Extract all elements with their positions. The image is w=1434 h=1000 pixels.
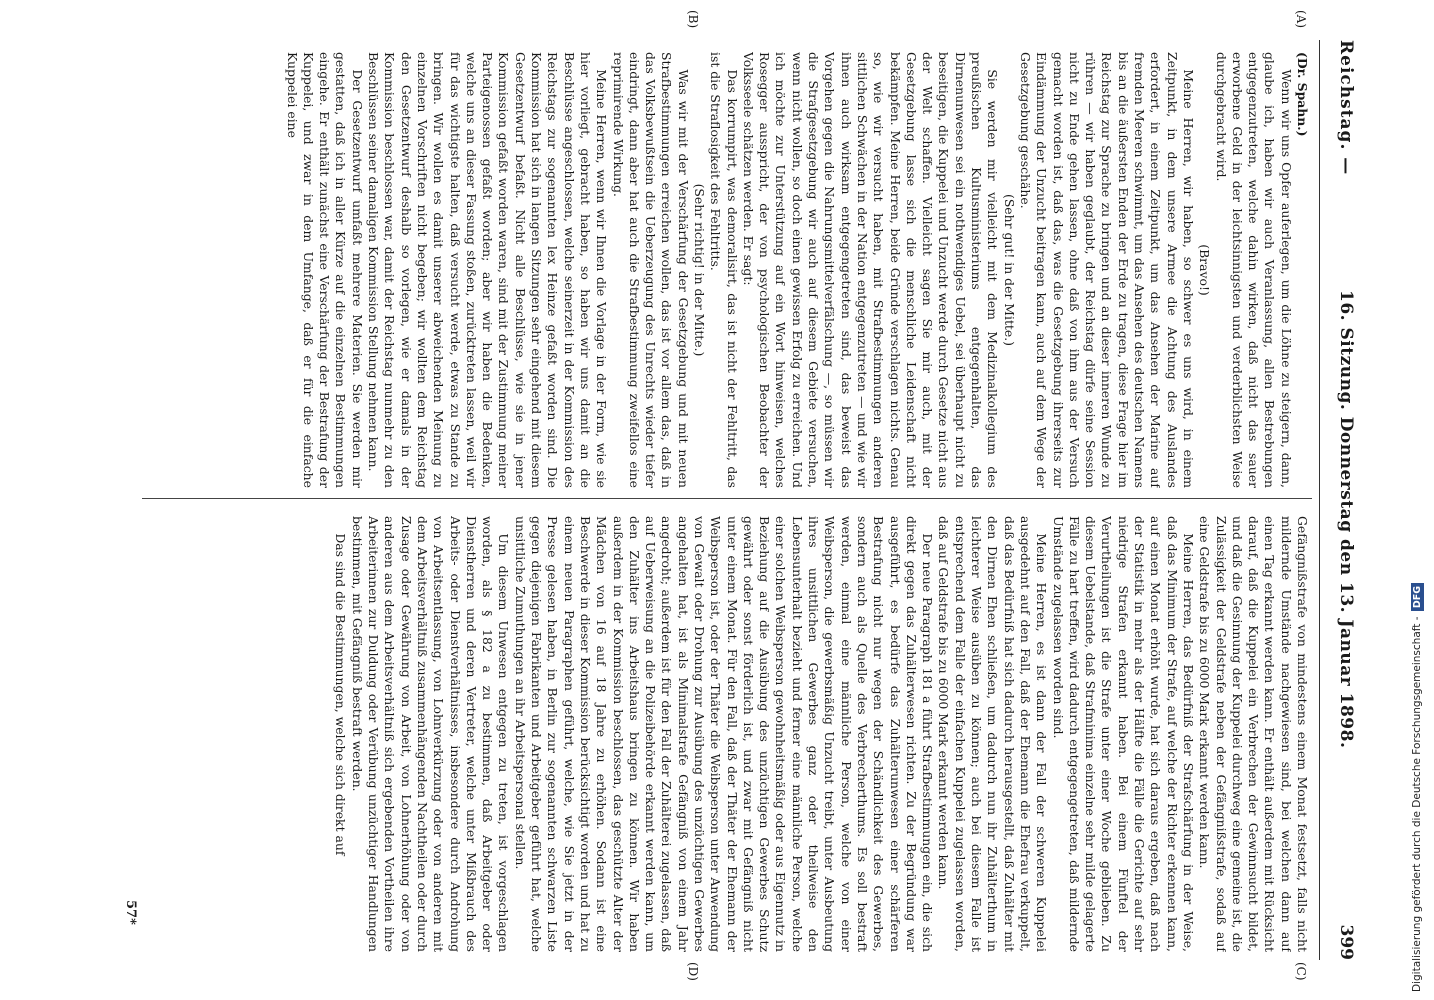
margin-mark-c: (C) <box>1294 962 1308 981</box>
page-number: 399 <box>1336 924 1356 960</box>
paragraph: Meine Herren, wir haben, so schwer es uns wird, in einem Zeitpunkt, in dem unsere Armee die Achtung des Auslandes erfordert, in einem Zeitpunkt, um das Ansehen der Marine auf fremden Meeren schwimmt, um das Ansehen des deutschen Namens bis an die äußersten Enden der Erde zu tragen, diese Frage hier im Reichstag zur Sprache zu bringen und an dieser inneren Wunde zu rühren — wir haben geglaubt, der Reichstag dürfe seine Session nicht zu Ende gehen lassen, ohne daß von ihm aus der Versuch gemacht worden ist, daß das, was die Gesetzgebung ihrerseits zur Eindämmung der Unzucht beitragen kann, auch auf dem Wege der Gesetzgebung geschähe. <box>1017 52 1196 488</box>
quotation: Das korrumpirt, was demoralisirt, das ist nicht der Fehltritt, das ist die Straflosigkeit des Fehltritts. <box>708 52 740 488</box>
paragraph: Der Gesetzentwurf umfaßt mehrere Materien. Sie werden mir gestatten, daß ich in aller Kürze auf die einzelnen Bestimmungen eingehe. Er enthält zunächst eine Verschärfung der Bestrafung der Kuppelei, und zwar in dem Umfange, daß er für die einfache Kuppelei eine <box>284 52 365 488</box>
paragraph: Um diesem Unwesen entgegen zu treten, ist vorgeschlagen worden, als § 182 a zu bestimmen, daß Arbeitgeber oder Dienstherren und deren Vertreter, welche unter Mißbrauch des Arbeits- oder Dienstverhältnisses, insbesondere durch Androhung von Arbeitsentlassung, von Lohnverkürzung oder von anderen mit dem Arbeitsverhältniß zusammenhängenden Nachtheilen oder durch Zusage oder Gewährung von Arbeit, von Lohnerhöhung oder von anderen aus dem Arbeitsverhältniß sich ergebenden Vortheilen ihre Arbeiterinnen zur Duldung oder Verübung unzüchtiger Handlungen bestimmen, mit Gefängniß bestraft werden. <box>349 516 512 952</box>
paragraph: Was wir mit der Verschärfung der Gesetzgebung und mit neuen Strafbestimmungen erreichen wollen, das ist vor allem das, daß in das Volksbewußtsein die Ueberzeugung des Unrechts wieder tiefer eindringt, dann aber hat auch die Strafbestimmung zweifellos eine reprimirende Wirkung. <box>610 52 691 488</box>
header-session-date <box>1336 290 1356 748</box>
footnote-marker: 57* <box>123 900 138 925</box>
left-column <box>145 52 1310 488</box>
interjection: (Sehr richtig! in der Mitte.) <box>692 183 708 357</box>
margin-mark-a: (A) <box>1294 10 1308 29</box>
header-session: 16. Sitzung. <box>1336 290 1356 411</box>
paragraph: Das sind die Bestimmungen, welche sich direkt auf <box>333 533 349 856</box>
header-date: Donnerstag den 13. Januar 1898. <box>1336 416 1356 749</box>
speaker-label: (Dr. Spahn.) <box>1295 52 1310 137</box>
digitization-credit <box>1407 8 1427 992</box>
paragraph: Gefängnißstrafe von mindestens einem Monat festsetzt, falls nicht mildernde Umstände nachgewiesen sind, bei welchen dann auf einen Tag erkannt werden kann. Er enthält außerdem mit Rücksicht darauf, daß die Kuppelei ein Verbrechen der Gewinnsucht bildet, und daß die Gesinnung der Kuppelei durchweg eine gemeine ist, die Zulässigkeit der Geldstrafe neben der Gefängnißstrafe, sodaß auf eine Geldstrafe bis zu 6000 Mark erkannt werden kann. <box>1197 516 1310 952</box>
dfg-logo: DFG <box>1411 583 1424 611</box>
page-header <box>1330 40 1356 960</box>
credit-text-line <box>1407 8 1427 992</box>
paragraph: Meine Herren, es ist dann der Fall der schweren Kuppelei ausgedehnt auf den Fall, daß der Ehemann die Ehefrau verkuppelt, daß das Bedürfniß hat sich dadurch herausgestellt, daß Zuhälter mit den Dirnen Ehen schließen, um dadurch nun ihr Zuhälterthum in leichterer Weise ausüben zu können; auch bei diesem Falle ist entsprechend dem Falle der einfachen Kuppelei zugelassen worden, daß auf Geldstrafe bis zu 6000 Mark erkannt werden kann. <box>936 516 1050 952</box>
paragraph: Meine Herren, wenn wir Ihnen die Vorlage in der Form, wie sie hier vorliegt, gebracht haben, so haben wir uns damit an die Beschlüsse angeschlossen, welche seinerzeit in der Kommission des Reichstags zur sogenannten lex Heinze gefaßt worden sind. Die Kommission hat sich in langen Sitzungen sehr eingehend mit diesem Gesetzentwurf befaßt. Nicht alle Beschlüsse, wie sie in jener Kommission gefaßt worden waren, sind mit der Zustimmung meiner Parteigenossen gefaßt worden; aber wir haben die Bedenken, welche uns an dieser Fassung stoßen, zurücktreten lassen, weil wir für das wichtigste halten, daß versucht werde, etwas zu Stande zu bringen. Wir wollen es damit unserer abweichenden Meinung zu einzelnen Vorschriften nicht begeben; wir wollten dem Reichstag den Gesetzentwurf deshalb so vorlegen, wie er damals in der Kommission beschlossen war, damit der Reichstag nunmehr zu den Beschlüssen seiner damaligen Kommission Stellung nehmen kann. <box>366 52 610 488</box>
paragraph: Der neue Paragraph 181 a führt Strafbestimmungen ein, die sich direkt gegen das Zuhälterwesen richten. Zu der Begründung war ausgeführt, es bedürfe das Zuhälterunwesen einer schärferen Bestrafung nicht nur wegen der Schändlichkeit des Gewerbes, sondern auch als Quelle des Verbrecherthums. Es soll bestraft werden, einmal eine männliche Person, welche von einer Weibsperson, die gewerbsmäßig Unzucht treibt, unter Ausbeutung ihres unsittlichen Gewerbes ganz oder theilweise den Lebensunterhalt bezieht und ferner eine männliche Person, welche einer solchen Weibsperson gewohnheitsmäßig oder aus Eigennutz in Beziehung auf die Ausübung des unzüchtigen Gewerbes Schutz gewährt oder sonst förderlich ist, und zwar mit Gefängniß nicht unter einem Monat. Für den Fall, daß der Thäter der Ehemann der Weibsperson ist, oder der Thäter die Weibsperson unter Anwendung von Gewalt oder Drohung zur Ausübung des unzüchtigen Gewerbes angehalten hat, ist als Minimalstrafe Gefängniß von einem Jahr angedroht; außerdem ist für den Fall der Zuhälterei zugelassen, daß auf Ueberweisung an die Polizeibehörde erkannt werden kann, um den Zuhälter ins Arbeitshaus bringen zu können. Wir haben außerdem in der Kommission beschlossen, das geschützte Alter der Mädchen von 16 auf 18 Jahre zu erhöhen. Sodann ist eine Beschwerde in dieser Kommission berücksichtigt worden und hat zu einem neuen Paragraphen geführt, welche, wie Sie jetzt in der Presse gelesen haben, in Berlin zur sogenannten schwarzen Liste gegen diejenigen Fabrikanten und Arbeitgeber geführt hat, welche unsittliche Zumuthungen an ihr Arbeitspersonal stellen. <box>512 516 936 952</box>
column-divider <box>142 498 1312 499</box>
interjection: (Sehr gut! in der Mitte.) <box>1001 193 1017 347</box>
margin-mark-d: (D) <box>686 962 700 981</box>
header-rule <box>1319 40 1320 960</box>
paragraph: Wenn wir uns Opfer auferlegen, um die Löhne zu steigern, dann, glaube ich, haben wir auch Veranlassung, allen Bestrebungen entgegenzutreten, welche dahin wirken, daß nicht das sauer erworbene Geld in der leichtsinnigsten und verderblichsten Weise durchgebracht wird. <box>1213 52 1294 488</box>
margin-mark-b: (B) <box>686 10 700 29</box>
interjection: (Bravo!) <box>1197 244 1213 296</box>
header-reichstag: Reichstag. — <box>1336 40 1356 176</box>
paragraph: Sie werden mir vielleicht mit dem Medizinalkollegium des preußischen Kultusministeriums entgegenhalten, das Dirnenunwesen sei ein nothwendiges Uebel, sei überhaupt nicht zu beseitigen, die Kuppelei und Unzucht werde durch Gesetze nicht aus der Welt schaffen. Vielleicht sagen Sie mir auch, mit der Gesetzgebung lasse sich die menschliche Leidenschaft nicht bekämpfen. Meine Herren, beide Gründe verschlagen nichts. Genau so, wie wir versucht haben, mit Strafbestimmungen anderen sittlichen Schwächen in der Nation entgegenzutreten — und wie wir ihnen auch wirksam entgegengetreten sind, das beweist das Vorgehen gegen die Nahrungsmittelverfälschung —, so müssen wir die Strafgesetzgebung wir auch auf diesem Gebiete versuchen, wenn nicht wollen, so doch einen gewissen Erfolg zu erreichen. Und ich möchte zur Unterstützung auf ein Wort hinweisen, welches Rosegger ausspricht, der von psychologischen Beobachter der Volksseele schätzen werden. Er sagt: <box>740 52 1001 488</box>
credit-text: Digitalisierung gefördert durch die Deutsche Forschungsgemeinschaft - <box>1411 616 1423 992</box>
right-column <box>145 516 1310 952</box>
paragraph: Meine Herren, das Bedürfniß der Strafschärfung in der Weise, daß das Minimum der Strafe, auf welche der Richter erkennen kann, auf einen Monat erhöht wurde, hat sich daraus ergeben, daß nach der Statistik in mehr als der Hälfte die Fälle die Gerichte auf sehr niedrige Strafen erkannt haben. Bei einem Fünftel der Verurtheilungen ist die Strafe unter einer Woche geblieben. Zu diesem Uebelstande, daß Strafminima einzelne sehr milde gelagerte Fälle zu hart treffen, wird dadurch entgegengetreten, daß mildernde Umstände zugelassen worden sind. <box>1050 516 1196 952</box>
